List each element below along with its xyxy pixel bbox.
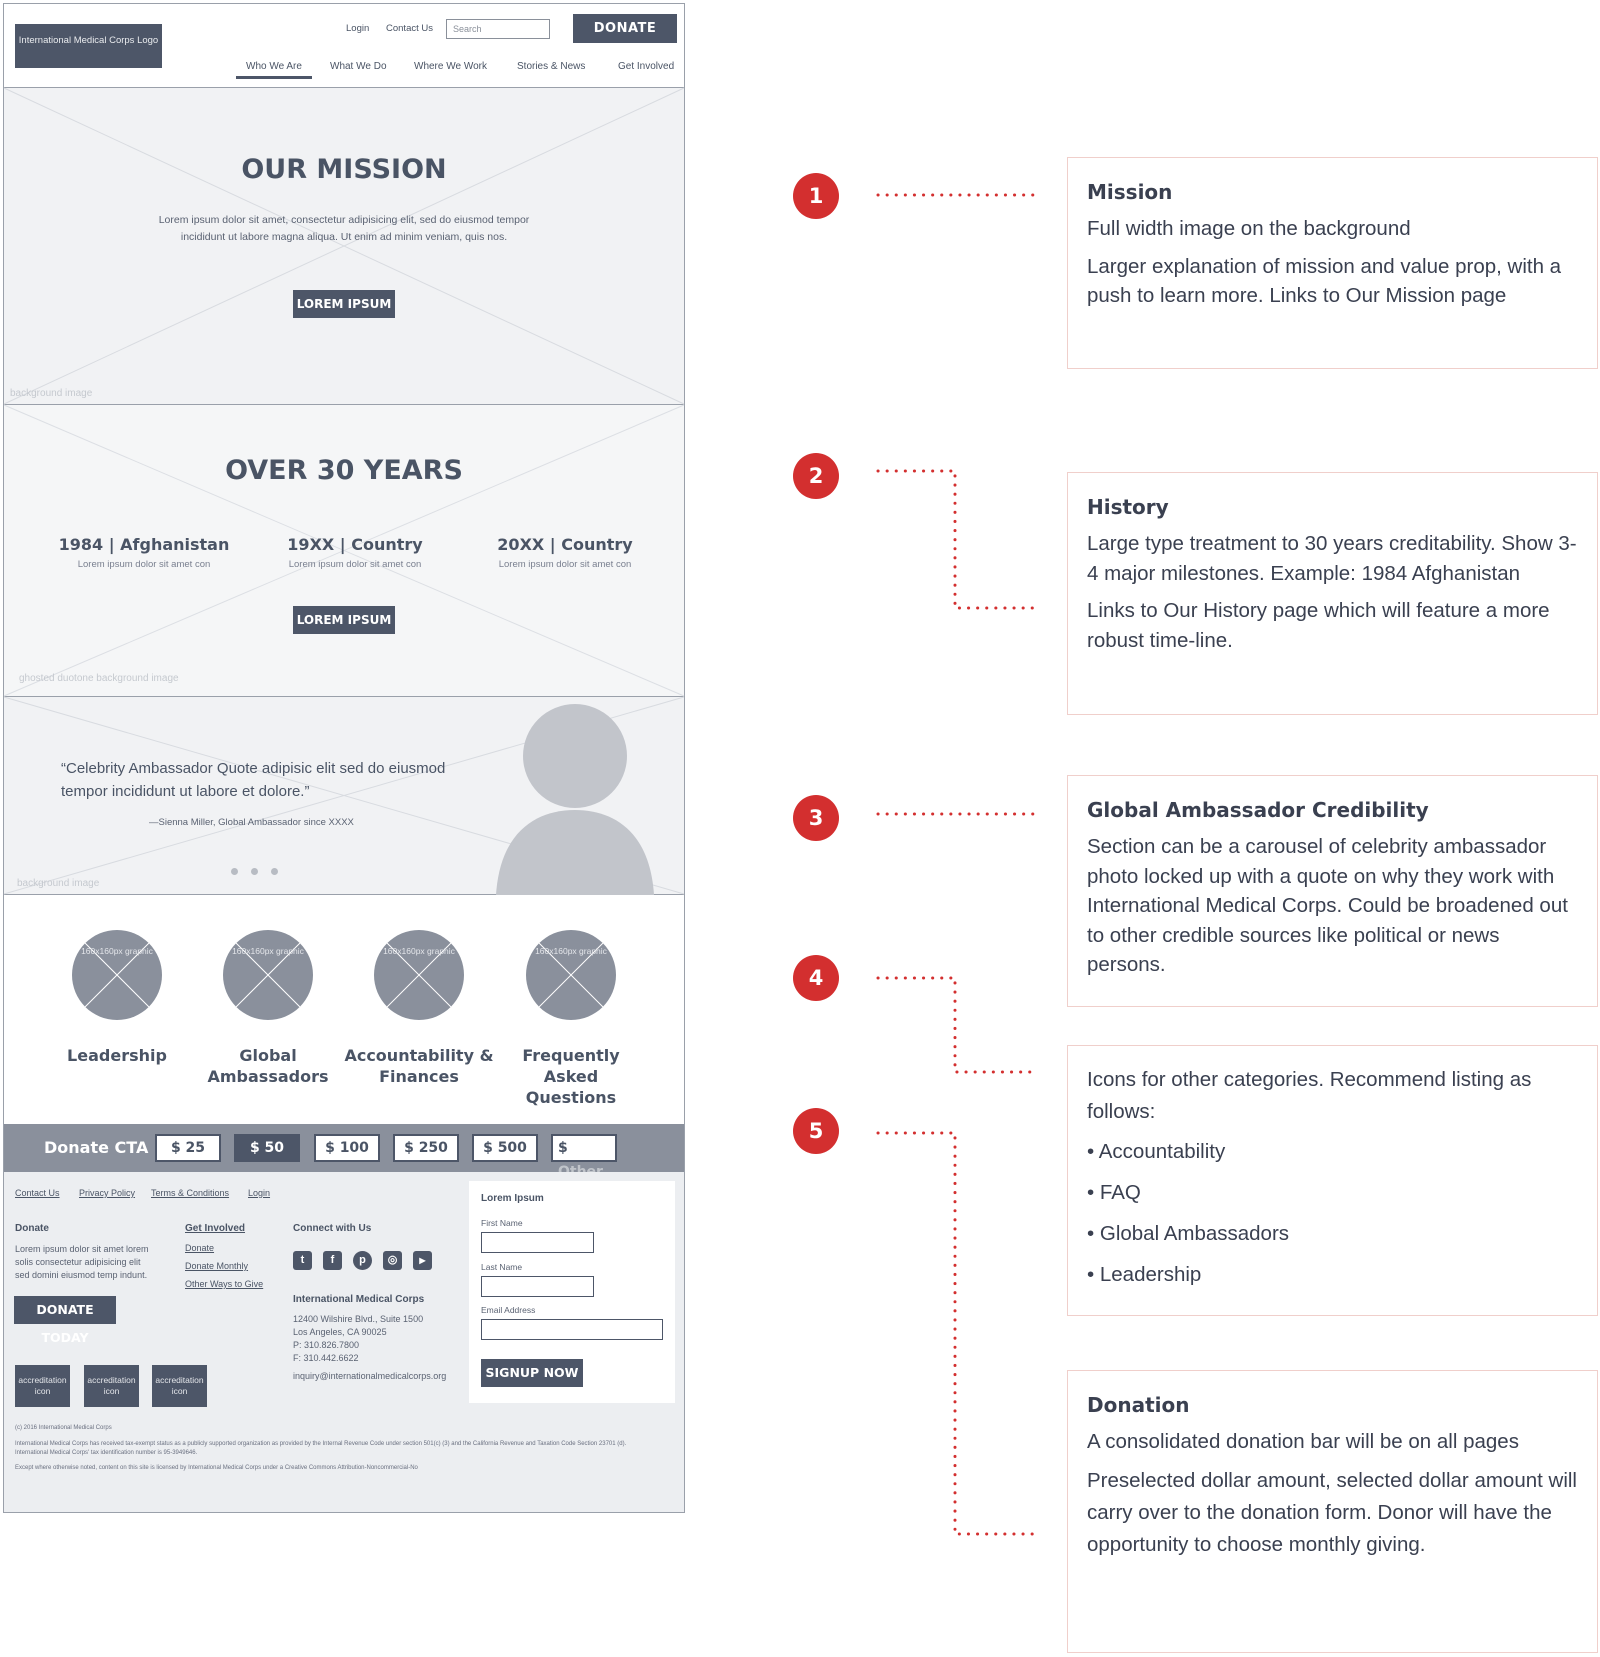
get-involved-heading[interactable]: Get Involved xyxy=(185,1223,246,1234)
accreditation-icon: accreditation icon xyxy=(84,1365,139,1407)
legal-text-1: International Medical Corps has received tax-exempt status as a publicly supported organization as provided by the Internal Revenue Code under section 501(c) (3) and the California Revenue and Taxation Code Section 23701 (d). International Medical Corps' tax identification number is 95-3949646. xyxy=(15,1441,627,1456)
annotation-card-mission xyxy=(1067,157,1598,369)
annotation-badge-1: 1 xyxy=(793,173,839,219)
gi-other-link[interactable]: Other Ways to Give xyxy=(185,1279,264,1289)
category-recommend-list xyxy=(1087,1131,1578,1295)
milestone-text: Lorem ipsum dolor sit amet con xyxy=(498,559,632,570)
bg-image-label: background image xyxy=(17,878,100,889)
accreditation-icon: accreditation icon xyxy=(152,1365,207,1407)
copyright: (c) 2016 International Medical Corps xyxy=(15,1425,112,1431)
card-text: A consolidated donation bar will be on all pages xyxy=(1087,1430,1519,1453)
annotation-card-icons xyxy=(1067,1045,1598,1316)
facebook-icon[interactable]: f xyxy=(323,1251,342,1270)
card-title: Donation xyxy=(1087,1393,1190,1417)
donate-button[interactable]: DONATE TODAY xyxy=(573,14,677,43)
nav-what-we-do[interactable]: What We Do xyxy=(330,61,387,72)
address-line-2: Los Angeles, CA 90025 xyxy=(293,1327,387,1337)
history-title: OVER 30 YEARS xyxy=(225,455,463,486)
footer-donate-heading: Donate xyxy=(15,1223,49,1234)
card-title: History xyxy=(1087,495,1169,519)
carousel-dot[interactable] xyxy=(251,868,258,875)
search-input[interactable]: Search xyxy=(446,19,550,39)
annotation-card-ambassador xyxy=(1067,775,1598,1007)
mission-text-1: Lorem ipsum dolor sit amet, consectetur adipisicing elit, sed do eiusmod tempor xyxy=(158,214,530,226)
list-item: • Accountability xyxy=(1087,1140,1226,1163)
category-graphic[interactable] xyxy=(223,930,313,1020)
card-title: Global Ambassador Credibility xyxy=(1087,798,1429,822)
bg-image-label: background image xyxy=(10,388,93,399)
carousel-dot[interactable] xyxy=(231,868,238,875)
footer-login-link[interactable]: Login xyxy=(248,1188,271,1198)
card-text: Large type treatment to 30 years creditability. Show 3-4 major milestones. Example: 1984 Afghanistan xyxy=(1087,532,1577,585)
milestone-heading: 20XX | Country xyxy=(497,535,633,554)
amount-250[interactable]: $ 250 xyxy=(393,1134,459,1162)
card-text: Preselected dollar amount, selected dollar amount will carry over to the donation form. Donor will have the opportunity to choose monthly giving. xyxy=(1087,1469,1577,1556)
signup-form xyxy=(469,1181,675,1403)
mission-learn-button[interactable]: LOREM IPSUM xyxy=(293,290,395,318)
dollar-sign: $ xyxy=(558,1140,568,1156)
pinterest-icon[interactable]: p xyxy=(353,1251,372,1270)
logo-placeholder[interactable]: International Medical Corps Logo xyxy=(15,24,162,68)
category-graphic[interactable] xyxy=(374,930,464,1020)
ambassador-avatar xyxy=(496,702,656,895)
category-label-ambassadors[interactable]: Global Ambassadors xyxy=(207,1046,329,1086)
category-label-faq[interactable]: Frequently Asked Questions xyxy=(522,1046,620,1107)
graphic-placeholder-icon xyxy=(526,930,616,1020)
email-input[interactable] xyxy=(481,1319,663,1340)
graphic-placeholder-icon xyxy=(223,930,313,1020)
card-text: Icons for other categories. Recommend listing as follows: xyxy=(1087,1068,1532,1123)
list-item: • Global Ambassadors xyxy=(1087,1222,1290,1245)
login-link[interactable]: Login xyxy=(346,23,370,34)
donate-bar xyxy=(4,1124,684,1172)
list-item: • Leadership xyxy=(1087,1263,1202,1286)
nav-active-underline xyxy=(236,76,312,79)
graphic-size-label: 160x160px graphic xyxy=(535,946,607,956)
bg-image-label: ghosted duotone background image xyxy=(19,673,179,684)
footer-contact-link[interactable]: Contact Us xyxy=(15,1188,60,1198)
amount-25[interactable]: $ 25 xyxy=(155,1134,221,1162)
phone: P: 310.826.7800 xyxy=(293,1340,360,1350)
card-text: Larger explanation of mission and value prop, with a push to learn more. Links to Our Mission page xyxy=(1087,254,1562,307)
nav-where-we-work[interactable]: Where We Work xyxy=(414,61,487,72)
card-text: Section can be a carousel of celebrity ambassador photo locked up with a quote on why they work with International Medical Corps. Could be broadened out to other credible sources like political or news persons. xyxy=(1087,835,1568,976)
mission-section xyxy=(4,88,684,405)
categories-section xyxy=(4,895,684,1124)
legal-text-2: Except where otherwise noted, content on this site is licensed by International Medical Corps under a Creative Commons Attribution-Noncommercial-No xyxy=(15,1465,418,1471)
ambassador-section xyxy=(4,697,684,895)
amount-50-selected[interactable]: $ 50 xyxy=(234,1134,300,1162)
category-graphic[interactable] xyxy=(72,930,162,1020)
youtube-icon[interactable]: ▶ xyxy=(413,1251,432,1270)
org-name: International Medical Corps xyxy=(293,1294,425,1305)
signup-button[interactable]: SIGNUP NOW xyxy=(481,1359,583,1387)
footer-terms-link[interactable]: Terms & Conditions xyxy=(151,1188,230,1198)
history-section xyxy=(4,405,684,697)
homepage-wireframe xyxy=(3,3,685,1513)
card-text: Links to Our History page which will feature a more robust time-line. xyxy=(1087,599,1550,652)
email-label: Email Address xyxy=(481,1305,536,1315)
site-footer xyxy=(4,1172,684,1512)
history-learn-button[interactable]: LOREM IPSUM xyxy=(293,606,395,634)
category-graphic[interactable] xyxy=(526,930,616,1020)
donate-cta-label: Donate CTA xyxy=(44,1138,149,1157)
milestone-text: Lorem ipsum dolor sit amet con xyxy=(288,559,422,570)
card-title: Mission xyxy=(1087,180,1173,204)
milestone-heading: 1984 | Afghanistan xyxy=(58,535,230,554)
graphic-size-label: 160x160px graphic xyxy=(383,946,455,956)
image-placeholder-cross xyxy=(4,88,684,404)
mission-title: OUR MISSION xyxy=(241,154,447,185)
annotation-card-donation xyxy=(1067,1370,1598,1653)
annotation-badge-3: 3 xyxy=(793,795,839,841)
email-link[interactable]: inquiry@internationalmedicalcorps.org xyxy=(293,1371,447,1381)
first-name-label: First Name xyxy=(481,1218,523,1228)
category-label-leadership[interactable]: Leadership xyxy=(67,1046,167,1065)
graphic-placeholder-icon xyxy=(374,930,464,1020)
last-name-input[interactable] xyxy=(481,1276,594,1297)
graphic-placeholder-icon xyxy=(72,930,162,1020)
last-name-label: Last Name xyxy=(481,1262,523,1272)
graphic-size-label: 160x160px graphic xyxy=(232,946,304,956)
footer-donate-button[interactable]: DONATE TODAY xyxy=(14,1296,116,1324)
connect-heading: Connect with Us xyxy=(293,1223,372,1234)
site-header xyxy=(4,4,684,88)
milestone-heading: 19XX | Country xyxy=(287,535,423,554)
nav-stories-news[interactable]: Stories & News xyxy=(517,61,586,72)
ambassador-quote: “Celebrity Ambassador Quote adipisic elit sed do eiusmod tempor incididunt ut labore et dolore.” xyxy=(61,760,446,800)
gi-monthly-link[interactable]: Donate Monthly xyxy=(185,1261,249,1271)
nav-get-involved[interactable]: Get Involved xyxy=(618,61,675,72)
ambassador-byline: —Sienna Miller, Global Ambassador since XXXX xyxy=(149,817,354,828)
signup-heading: Lorem Ipsum xyxy=(481,1193,544,1204)
card-text: Full width image on the background xyxy=(1087,217,1411,240)
twitter-icon[interactable]: t xyxy=(293,1251,312,1270)
amount-500[interactable]: $ 500 xyxy=(472,1134,538,1162)
milestone-text: Lorem ipsum dolor sit amet con xyxy=(77,559,211,570)
annotation-badge-4: 4 xyxy=(793,955,839,1001)
accreditation-icon: accreditation icon xyxy=(15,1365,70,1407)
annotation-badge-5: 5 xyxy=(793,1108,839,1154)
contact-link[interactable]: Contact Us xyxy=(386,23,433,34)
instagram-icon[interactable]: ◎ xyxy=(383,1251,402,1270)
list-item: • FAQ xyxy=(1087,1181,1141,1204)
category-label-accountability[interactable]: Accountability & Finances xyxy=(344,1046,494,1086)
gi-donate-link[interactable]: Donate xyxy=(185,1243,215,1253)
annotation-card-history xyxy=(1067,472,1598,715)
graphic-size-label: 160x160px graphic xyxy=(81,946,153,956)
amount-100[interactable]: $ 100 xyxy=(314,1134,380,1162)
carousel-dot[interactable] xyxy=(271,868,278,875)
fax: F: 310.442.6622 xyxy=(293,1353,359,1363)
mission-text-2: incididunt ut labore magna aliqua. Ut enim ad minim veniam, quis nos. xyxy=(180,231,508,243)
nav-who-we-are[interactable]: Who We Are xyxy=(246,61,302,72)
amount-other-input[interactable] xyxy=(551,1134,617,1162)
footer-privacy-link[interactable]: Privacy Policy xyxy=(79,1188,136,1198)
annotation-badge-2: 2 xyxy=(793,453,839,499)
footer-donate-text: Lorem ipsum dolor sit amet lorem solis consectetur adipisicing elit sed domini eiusmod temp indunt. xyxy=(15,1244,149,1280)
first-name-input[interactable] xyxy=(481,1232,594,1253)
address-line-1: 12400 Wilshire Blvd., Suite 1500 xyxy=(293,1314,424,1324)
